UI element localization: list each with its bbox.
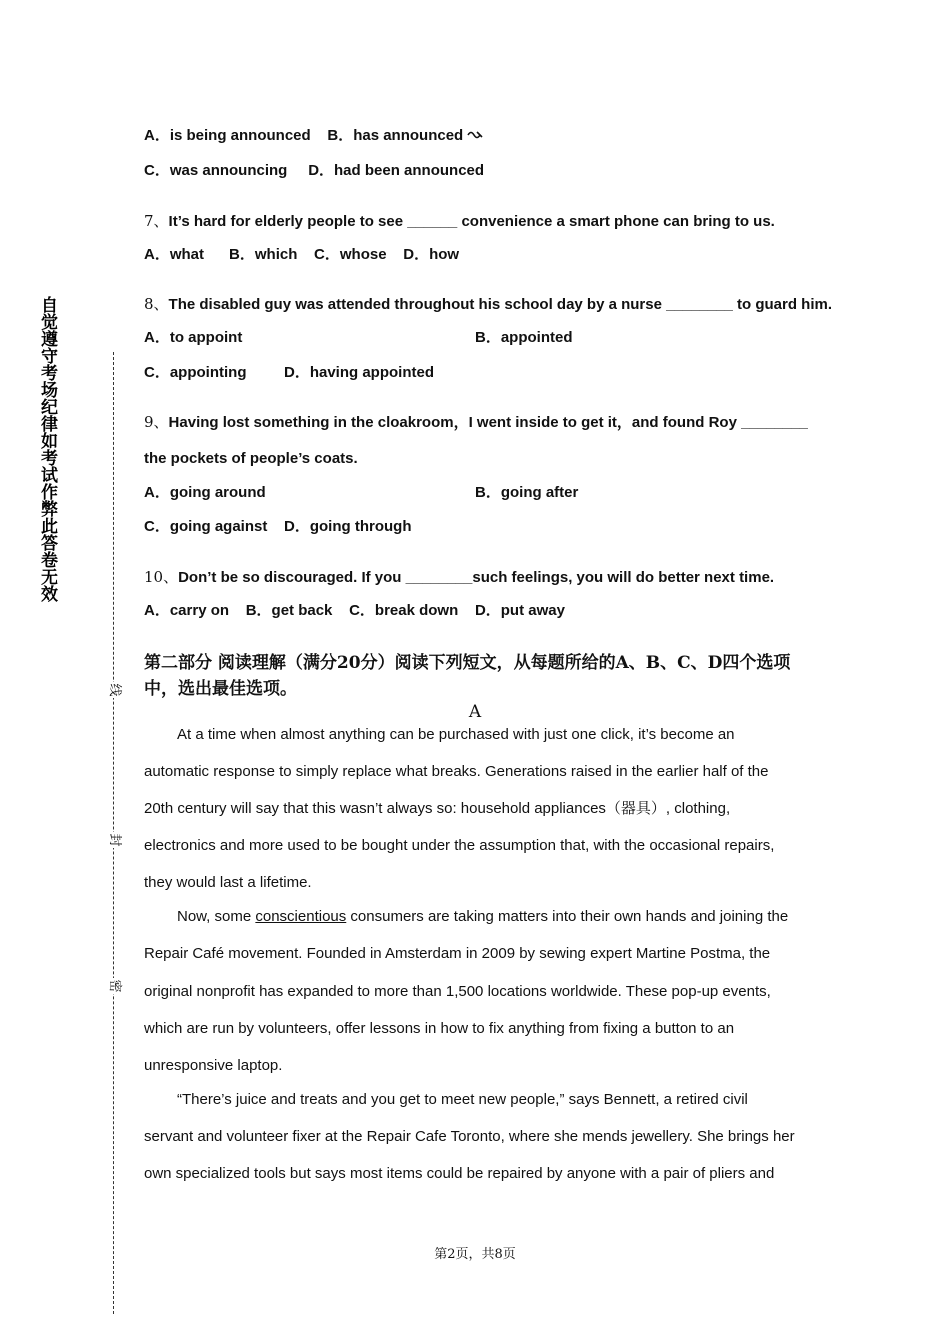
p2-prefix: Now, some	[177, 908, 256, 925]
q9-options-row2	[144, 517, 411, 537]
q6-option-b: B．has announced	[327, 127, 464, 144]
section2-heading: 第二部分 阅读理解（满分20分）阅读下列短文，从每题所给的A、B、C、D四个选项中，选出最佳选项。	[144, 653, 791, 699]
q8-option-a: A．to appoint	[144, 329, 243, 346]
q8-option-d: D．having appointed	[284, 364, 435, 381]
q10-options	[144, 601, 565, 621]
q6-options-row1	[144, 126, 483, 146]
passage-line: unresponsive laptop.	[144, 1057, 283, 1074]
q9-stem-line2: the pockets of people’s coats.	[144, 450, 358, 467]
passage-label: A	[468, 702, 482, 722]
underlined-word-conscientious: conscientious	[255, 908, 347, 925]
passage-line: which are run by volunteers, offer lessons in how to fix anything from fixing a button to an	[144, 1020, 735, 1037]
passage-line: original nonprofit has expanded to more than 1,500 locations worldwide. These pop-up events,	[144, 983, 771, 1000]
q9-option-a: A．going around	[144, 484, 266, 501]
q6-option-c: C．was announcing	[144, 162, 288, 179]
q8-stem-text: The disabled guy was attended throughout his school day by a nurse ________ to guard him.	[168, 296, 833, 313]
passage-line: electronics and more used to be bought under the assumption that, with the occasional repairs,	[144, 837, 775, 854]
q7-options	[144, 245, 459, 265]
q10-option-b: B．get back	[245, 602, 333, 619]
q10-stem-text: Don’t be so discouraged. If you ________such feelings, you will do better next time.	[178, 569, 775, 586]
q10-option-d: D．put away	[474, 602, 565, 619]
passage-line: own specialized tools but says most items could be repaired by anyone with a pair of pliers and	[144, 1165, 775, 1182]
q7-stem	[144, 211, 775, 232]
q7-option-c: C．whose	[314, 246, 387, 263]
q6-option-a: A．is being announced	[144, 127, 311, 144]
q10-option-a: A．carry on	[144, 602, 230, 619]
q8-number: 8、	[144, 295, 169, 313]
binding-mark-mi: 密	[107, 979, 122, 993]
passage-line: they would last a lifetime.	[144, 874, 312, 891]
squiggle-mark-icon	[467, 129, 483, 141]
q7-stem-text: It’s hard for elderly people to see ______ convenience a smart phone can bring to us.	[168, 213, 775, 230]
q10-stem	[144, 567, 774, 588]
q6-option-d: D．had been announced	[308, 162, 485, 179]
passage-line: servant and volunteer fixer at the Repair Cafe Toronto, where she mends jewellery. She brings her	[144, 1128, 795, 1145]
q7-number: 7、	[144, 212, 169, 230]
passage-line: “There’s juice and treats and you get to meet new people,” says Bennett, a retired civil	[177, 1091, 748, 1108]
passage-line: automatic response to simply replace what breaks. Generations raised in the earlier half of the	[144, 763, 769, 780]
passage-line: At a time when almost anything can be purchased with just one click, it’s become an	[177, 726, 735, 743]
q7-option-d: D．how	[403, 246, 460, 263]
q10-number: 10、	[144, 568, 179, 586]
q8-stem	[144, 294, 832, 315]
q9-option-d: D．going through	[284, 518, 412, 535]
q9-stem-text-1: Having lost something in the cloakroom，I went inside to get it，and found Roy ________	[168, 414, 808, 431]
passage-line: 20th century will say that this wasn’t always so: household appliances（器具）, clothing,	[144, 800, 731, 817]
q8-option-b: B．appointed	[475, 329, 573, 346]
exam-warning-vertical: 自觉遵守考场纪律如考试作弊此答卷无效	[37, 296, 57, 602]
q9-option-b: B．going after	[475, 484, 579, 501]
p2-suffix: consumers are taking matters into their own hands and joining the	[346, 908, 789, 925]
passage-line: Repair Café movement. Founded in Amsterdam in 2009 by sewing expert Martine Postma, the	[144, 945, 771, 962]
q7-option-a: A．what	[144, 246, 205, 263]
binding-mark-feng: 封	[107, 833, 122, 847]
binding-mark-xian: 线	[107, 683, 122, 697]
q8-option-c: C．appointing	[144, 364, 247, 381]
q10-option-c: C．break down	[349, 602, 459, 619]
page-number-footer: 第2页，共8页	[434, 1247, 516, 1262]
q9-option-c: C．going against	[144, 518, 268, 535]
q9-stem-line1	[144, 412, 808, 433]
q6-options-row2	[144, 161, 484, 181]
passage-line	[177, 907, 788, 927]
q7-option-b: B．which	[229, 246, 298, 263]
q8-options-row2	[144, 363, 434, 383]
q9-number: 9、	[144, 413, 169, 431]
